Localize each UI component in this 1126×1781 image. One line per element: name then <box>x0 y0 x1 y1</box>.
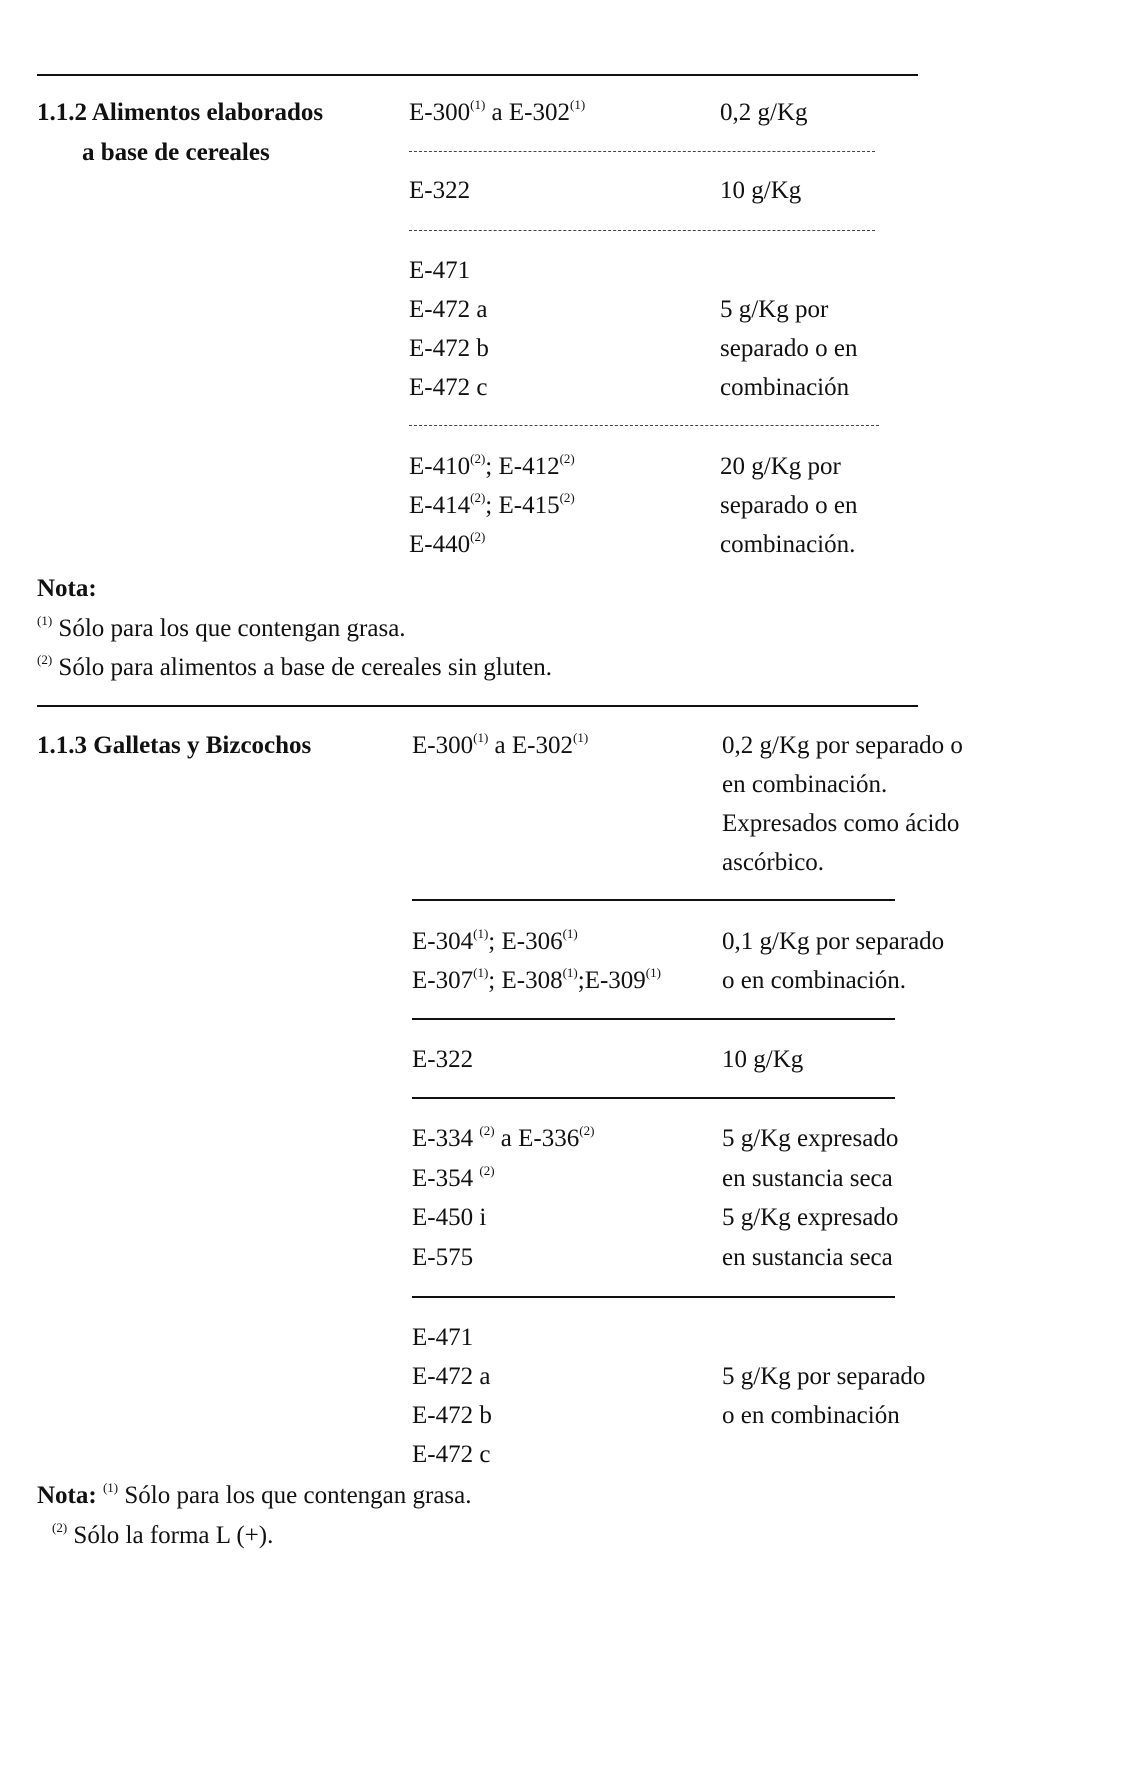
additive-code: E-472 c <box>412 1441 491 1468</box>
dose-value: 0,2 g/Kg por separado o <box>722 732 963 759</box>
dose-value: combinación <box>720 374 850 401</box>
dose-value: 5 g/Kg expresado <box>722 1204 899 1231</box>
dose-value: en combinación. <box>722 771 888 798</box>
section-title-1-1-2-line2: a base de cereales <box>82 139 270 166</box>
row-divider <box>409 151 875 152</box>
section-title-1-1-2: 1.1.2 Alimentos elaborados <box>37 99 324 126</box>
row-divider <box>412 1296 895 1298</box>
dose-value: combinación. <box>720 531 856 558</box>
footnote-1: Nota: $^{(1)}$ Sólo para los que contengan grasa. <box>37 1480 472 1509</box>
dose-value: separado o en <box>720 492 858 519</box>
dose-value: 10 g/Kg <box>720 177 802 204</box>
additive-code: E-472 b <box>409 335 489 362</box>
additive-code: E-575 <box>412 1244 474 1271</box>
dose-value: o en combinación. <box>722 967 906 994</box>
note-label: Nota: <box>37 575 97 602</box>
additive-code: E-471 <box>409 257 471 284</box>
dose-value: 0,2 g/Kg <box>720 99 808 126</box>
footnote-2: $^{(2)}$ Sólo la forma L (+). <box>52 1520 274 1549</box>
additive-code: E-410$^{(2)}$; E-412$^{(2)}$ <box>409 451 575 480</box>
footnote-1: $^{(1)}$ Sólo para los que contengan grasa. <box>37 613 406 642</box>
additive-code: E-334 $^{(2)}$ a E-336$^{(2)}$ <box>412 1123 595 1152</box>
dose-value: ascórbico. <box>722 849 825 876</box>
dose-value: 10 g/Kg <box>722 1046 804 1073</box>
additive-code: E-472 a <box>409 296 488 323</box>
footnote-2: $^{(2)}$ Sólo para alimentos a base de cereales sin gluten. <box>37 652 553 681</box>
dose-value: Expresados como ácido <box>722 810 960 837</box>
additive-code: E-304$^{(1)}$; E-306$^{(1)}$ <box>412 926 578 955</box>
additive-code: E-472 b <box>412 1402 492 1429</box>
additive-code: E-307$^{(1)}$; E-308$^{(1)}$;E-309$^{(1)}$ <box>412 965 661 994</box>
additive-code: E-414$^{(2)}$; E-415$^{(2)}$ <box>409 490 575 519</box>
additive-code: E-471 <box>412 1324 474 1351</box>
dose-value: en sustancia seca <box>722 1165 893 1192</box>
additive-code: E-300$^{(1)}$ a E-302$^{(1)}$ <box>412 730 589 759</box>
dose-value: 20 g/Kg por <box>720 453 841 480</box>
additive-code: E-472 a <box>412 1363 491 1390</box>
additive-code: E-472 c <box>409 374 488 401</box>
section-rule <box>37 705 918 707</box>
dose-value: 5 g/Kg expresado <box>722 1125 899 1152</box>
additive-code: E-440$^{(2)}$ <box>409 529 486 558</box>
row-divider <box>412 1097 895 1099</box>
additive-code: E-354 $^{(2)}$ <box>412 1163 495 1192</box>
dose-value: 0,1 g/Kg por separado <box>722 928 945 955</box>
row-divider <box>409 425 879 426</box>
row-divider <box>412 1018 895 1020</box>
top-rule <box>37 74 918 76</box>
section-title-1-1-3: 1.1.3 Galletas y Bizcochos <box>37 732 312 759</box>
row-divider <box>409 230 875 231</box>
note-label: Nota: <box>37 1482 97 1509</box>
additive-code: E-300$^{(1)}$ a E-302$^{(1)}$ <box>409 97 586 126</box>
dose-value: en sustancia seca <box>722 1244 893 1271</box>
additive-code: E-322 <box>412 1046 474 1073</box>
row-divider <box>412 899 895 901</box>
additive-code: E-450 i <box>412 1204 487 1231</box>
dose-value: o en combinación <box>722 1402 900 1429</box>
dose-value: separado o en <box>720 335 858 362</box>
dose-value: 5 g/Kg por separado <box>722 1363 926 1390</box>
additive-code: E-322 <box>409 177 471 204</box>
dose-value: 5 g/Kg por <box>720 296 829 323</box>
